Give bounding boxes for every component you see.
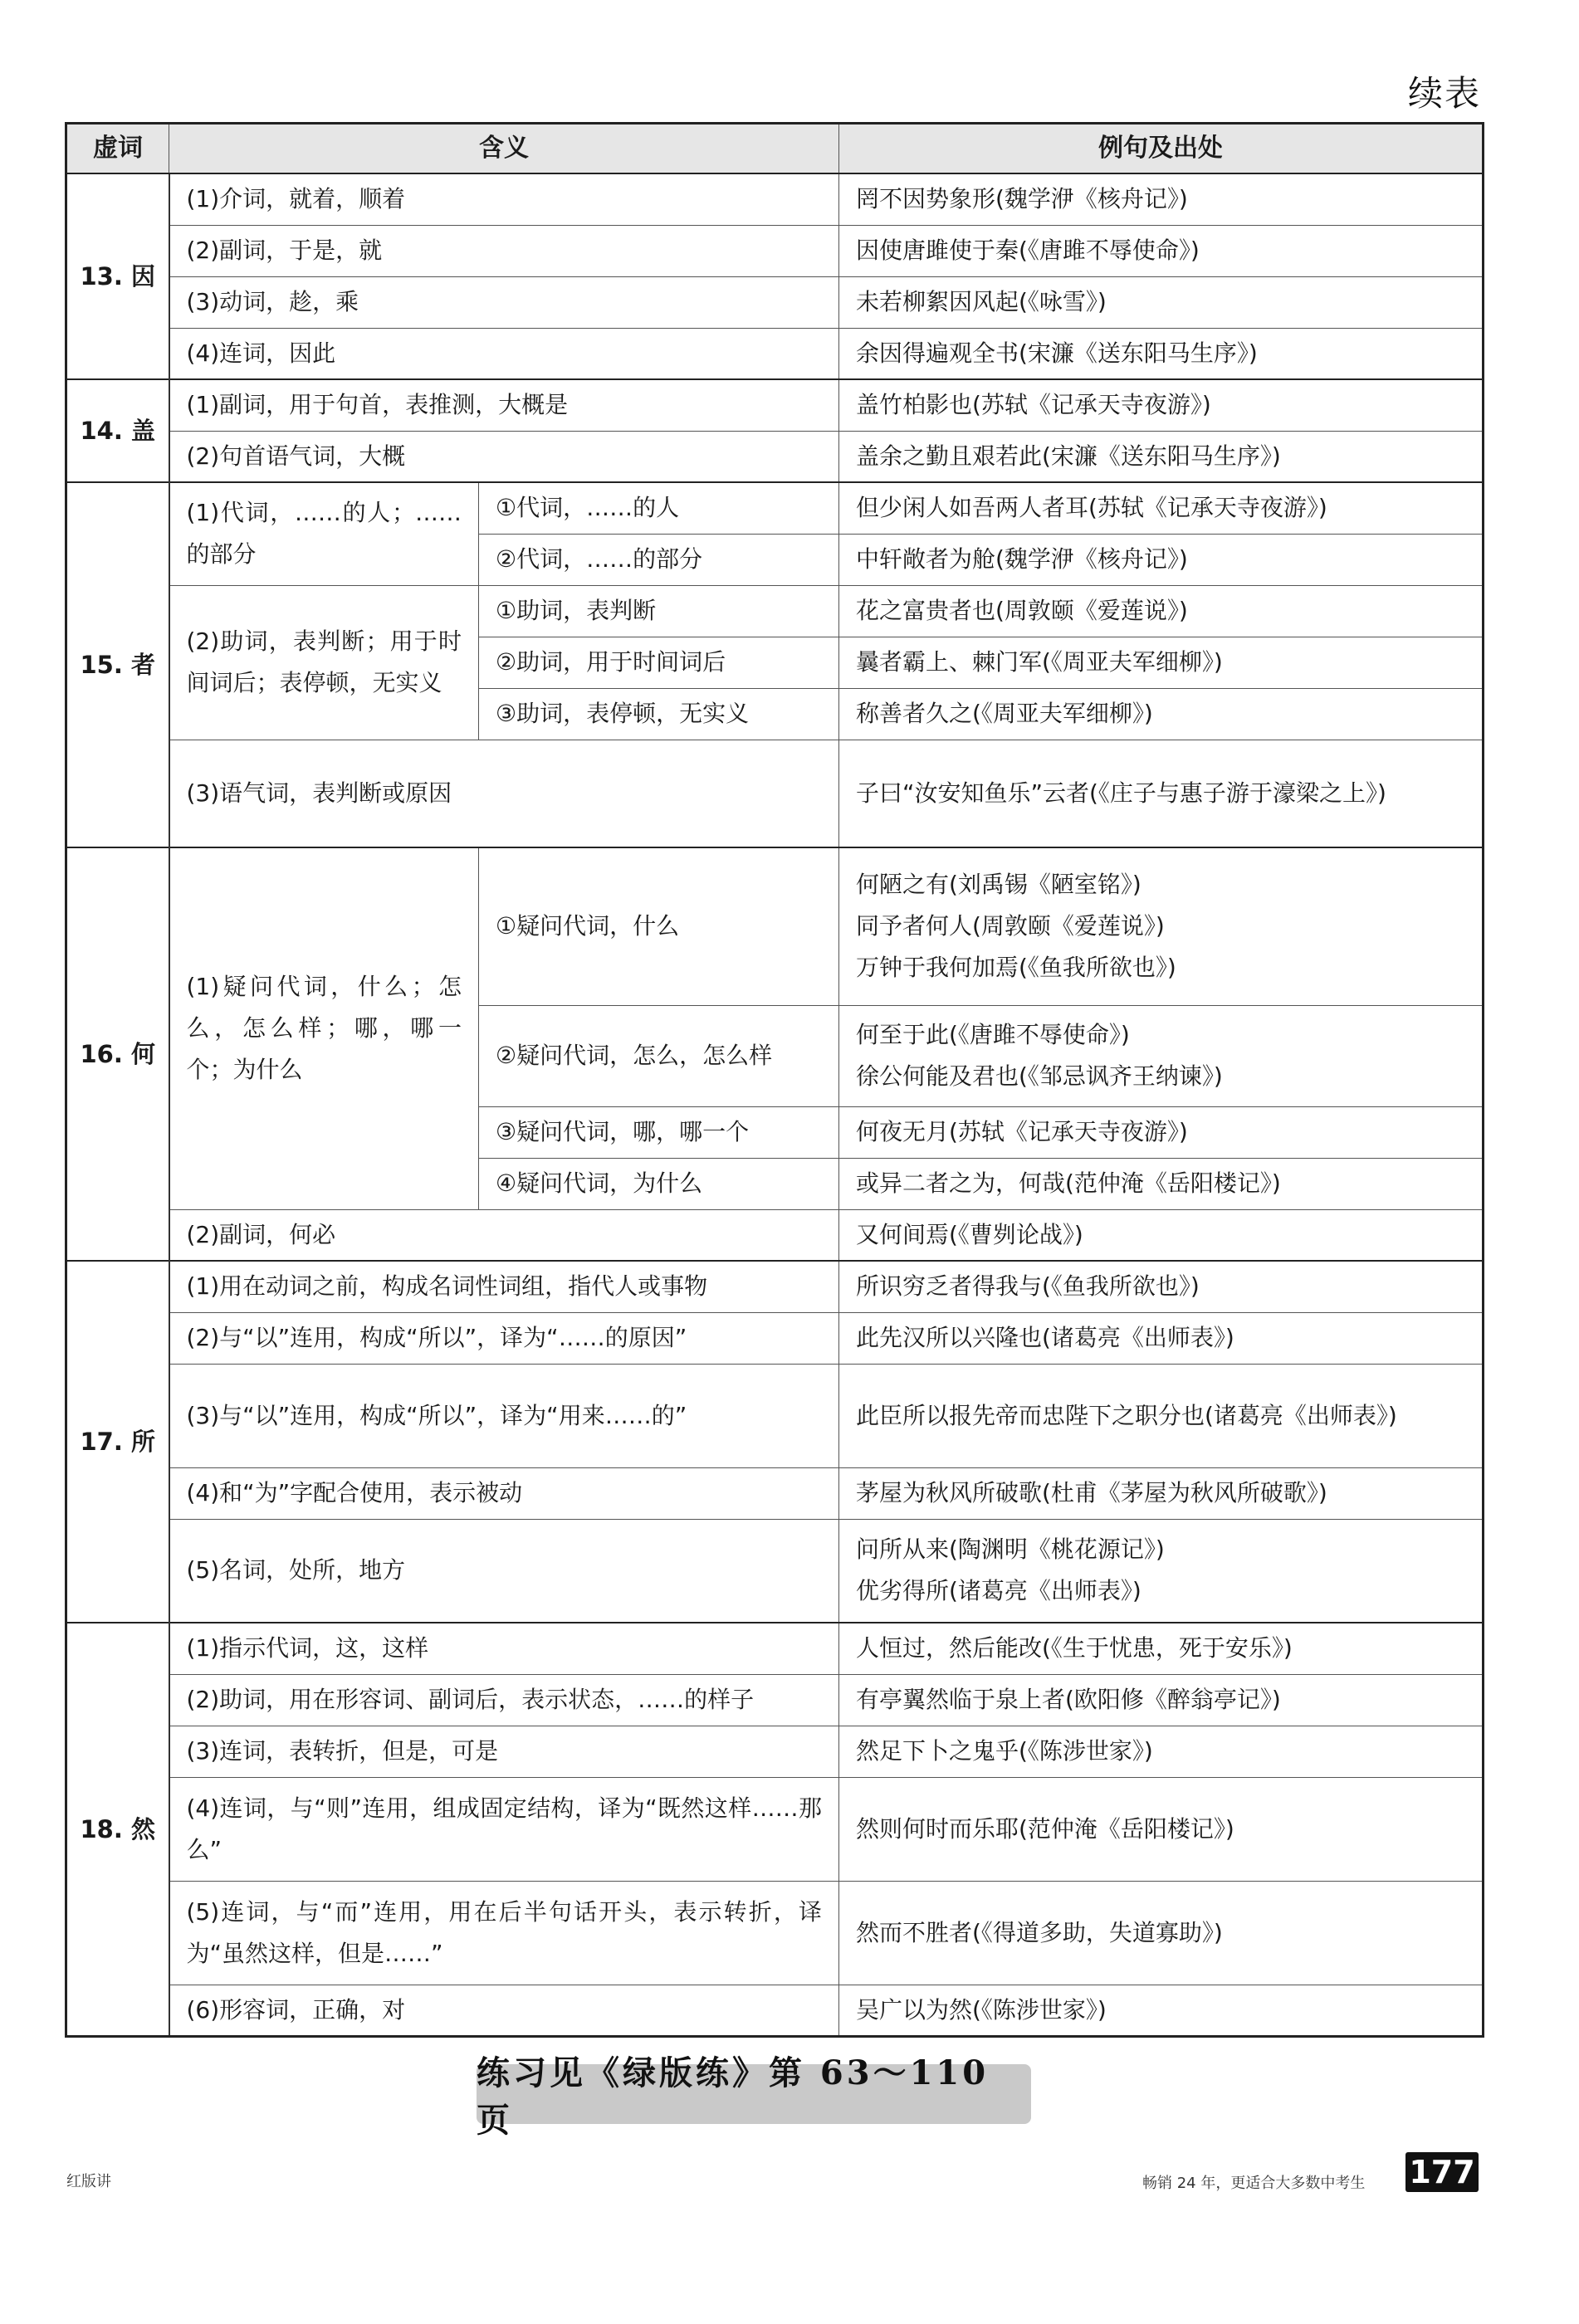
sub-meaning-cell: ①疑问代词，什么 [479,847,839,1005]
table-row [66,1467,1484,1519]
header-word: 虚词 [66,124,169,174]
sub-meaning-cell: ③助词，表停顿，无实义 [479,688,839,740]
meaning-cell: (2)与“以”连用，构成“所以”，译为“……的原因” [169,1312,839,1364]
table-row [66,1209,1484,1261]
example-cell: 花之富贵者也(周敦颐《爱莲说》) [839,585,1484,637]
example-line: 万钟于我何加焉(《鱼我所欲也》) [856,954,1176,982]
sub-meaning-cell: ③疑问代词，哪，哪一个 [479,1106,839,1158]
meaning-group-cell: (2)助词，表判断；用于时间词后；表停顿，无实义 [169,585,479,740]
word-label: 16. 何 [66,847,169,1261]
meaning-group-cell: (1)代词，……的人；……的部分 [169,482,479,585]
table-row [66,1777,1484,1881]
example-cell: 人恒过，然后能改(《生于忧患，死于安乐》) [839,1623,1484,1674]
example-line: 问所从来(陶渊明《桃花源记》) [856,1536,1165,1564]
meaning-cell: (5)连词，与“而”连用，用在后半句话开头，表示转折，译为“虽然这样，但是……” [169,1881,839,1985]
example-line: 何至于此(《唐雎不辱使命》) [856,1021,1130,1048]
example-cell: 子曰“汝安知鱼乐”云者(《庄子与惠子游于濠梁之上》) [839,740,1484,847]
table-row [66,1674,1484,1726]
table-row [66,276,1484,328]
meaning-cell: (3)连词，表转折，但是，可是 [169,1726,839,1777]
example-cell: 盖竹柏影也(苏轼《记承天寺夜游》) [839,379,1484,431]
example-cell: 曩者霸上、棘门军(《周亚夫军细柳》) [839,637,1484,688]
example-line: 同予者何人(周敦颐《爱莲说》) [856,912,1165,940]
example-line: 何夜无月(苏轼《记承天寺夜游》) [856,1118,1188,1145]
table-row [66,431,1484,482]
example-cell [839,1158,1484,1209]
example-line: 何陋之有(刘禹锡《陋室铭》) [856,871,1141,899]
continued-label: 续表 [1407,73,1481,114]
table-row [66,1261,1484,1312]
word-label: 17. 所 [66,1261,169,1623]
meaning-cell: (5)名词，处所，地方 [169,1519,839,1623]
example-cell [839,1005,1484,1106]
example-cell: 余因得遍观全书(宋濂《送东阳马生序》) [839,328,1484,379]
table-row [66,1623,1484,1674]
example-cell: 盖余之勤且艰若此(宋濂《送东阳马生序》) [839,431,1484,482]
table-row [66,1881,1484,1985]
table-row [66,1519,1484,1623]
table-row [66,379,1484,431]
sub-meaning-cell: ①助词，表判断 [479,585,839,637]
meaning-cell: (4)连词，与“则”连用，组成固定结构，译为“既然这样……那么” [169,1777,839,1881]
meaning-cell: (1)副词，用于句首，表推测，大概是 [169,379,839,431]
table-row [66,328,1484,379]
example-cell: 吴广以为然(《陈涉世家》) [839,1985,1484,2036]
meaning-cell: (3)与“以”连用，构成“所以”，译为“用来……的” [169,1364,839,1467]
example-line: 或异二者之为，何哉(范仲淹《岳阳楼记》) [856,1169,1281,1197]
example-cell: 因使唐雎使于秦(《唐雎不辱使命》) [839,225,1484,276]
footer-series-label: 红版讲 [66,2173,111,2190]
table-row [66,482,1484,534]
meaning-cell: (6)形容词，正确，对 [169,1985,839,2036]
header-meaning: 含义 [169,124,839,174]
example-line: 徐公何能及君也(《邹忌讽齐王纳谏》) [856,1062,1223,1090]
table-row [66,173,1484,225]
table-row [66,1726,1484,1777]
sub-meaning-cell: ②助词，用于时间词后 [479,637,839,688]
meaning-cell: (2)句首语气词，大概 [169,431,839,482]
word-label: 14. 盖 [66,379,169,482]
meaning-cell: (2)副词，于是，就 [169,225,839,276]
header-example: 例句及出处 [839,124,1484,174]
table-row [66,847,1484,1005]
meaning-cell: (1)介词，就着，顺着 [169,173,839,225]
meaning-cell: (3)语气词，表判断或原因 [169,740,839,847]
word-label: 18. 然 [66,1623,169,2036]
meaning-cell: (2)副词，何必 [169,1209,839,1261]
practice-banner: 练习见《绿版练》第 63～110 页 [477,2064,1031,2124]
example-cell: 中轩敞者为舱(魏学洢《核舟记》) [839,534,1484,585]
example-cell: 所识穷乏者得我与(《鱼我所欲也》) [839,1261,1484,1312]
example-cell: 称善者久之(《周亚夫军细柳》) [839,688,1484,740]
table-row [66,740,1484,847]
page-number: 177 [1405,2152,1479,2192]
example-cell: 未若柳絮因风起(《咏雪》) [839,276,1484,328]
footer-tagline: 畅销 24 年，更适合大多数中考生 [1142,2175,1366,2192]
example-cell: 此臣所以报先帝而忠陛下之职分也(诸葛亮《出师表》) [839,1364,1484,1467]
example-cell: 此先汉所以兴隆也(诸葛亮《出师表》) [839,1312,1484,1364]
example-cell: 但少闲人如吾两人者耳(苏轼《记承天寺夜游》) [839,482,1484,534]
meaning-cell: (2)助词，用在形容词、副词后，表示状态，……的样子 [169,1674,839,1726]
word-label: 13. 因 [66,173,169,379]
sub-meaning-cell: ②疑问代词，怎么，怎么样 [479,1005,839,1106]
sub-meaning-cell: ①代词，……的人 [479,482,839,534]
meaning-group-cell: (1)疑问代词，什么；怎么，怎么样；哪，哪一个；为什么 [169,847,479,1209]
example-cell [839,1519,1484,1623]
function-word-table [65,122,1482,2038]
example-cell: 又何间焉(《曹刿论战》) [839,1209,1484,1261]
table-row [66,1985,1484,2036]
example-line: 优劣得所(诸葛亮《出师表》) [856,1577,1141,1605]
example-cell: 罔不因势象形(魏学洢《核舟记》) [839,173,1484,225]
sub-meaning-cell: ④疑问代词，为什么 [479,1158,839,1209]
meaning-cell: (4)连词，因此 [169,328,839,379]
table-row [66,1364,1484,1467]
meaning-cell: (1)用在动词之前，构成名词性词组，指代人或事物 [169,1261,839,1312]
example-cell: 茅屋为秋风所破歌(杜甫《茅屋为秋风所破歌》) [839,1467,1484,1519]
table-row [66,225,1484,276]
word-label: 15. 者 [66,482,169,847]
sub-meaning-cell: ②代词，……的部分 [479,534,839,585]
example-cell [839,1106,1484,1158]
example-cell: 有亭翼然临于泉上者(欧阳修《醉翁亭记》) [839,1674,1484,1726]
table-row [66,1312,1484,1364]
meaning-cell: (4)和“为”字配合使用，表示被动 [169,1467,839,1519]
table-row [66,585,1484,637]
meaning-cell: (3)动词，趁，乘 [169,276,839,328]
meaning-cell: (1)指示代词，这，这样 [169,1623,839,1674]
example-cell: 然而不胜者(《得道多助，失道寡助》) [839,1881,1484,1985]
example-cell: 然足下卜之鬼乎(《陈涉世家》) [839,1726,1484,1777]
example-cell [839,847,1484,1005]
example-cell: 然则何时而乐耶(范仲淹《岳阳楼记》) [839,1777,1484,1881]
